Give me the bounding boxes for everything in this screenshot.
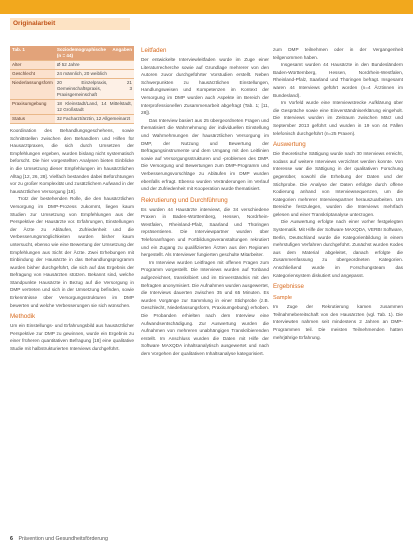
page-number: 6 [10,536,13,542]
body-paragraph: Im Zuge der Rekrutierung kamen zusammen Teilnahmebereitschaft von den Hausärzten (vgl. Tab. 1). Die Interviewten nahmen seit mindestens 2 Jahren an DMP-Programmen teil. Die meisten Teilnehmenden hatten mehrjährige Erfahrung. [273,304,403,340]
body-paragraph: Insgesamt wurden 44 Hausärzte in den Bundesländern Baden-Württemberg, Hessen, Nordrhein-Westfalen, Rheinland-Pfalz, Saarland und Thüringen befragt. Insgesamt waren 44 Interviews geführt worden (n=4 Ärztinnen im Bundesland). [273,62,403,98]
table-cell-key: Geschlecht [10,70,55,79]
table-row [10,61,134,70]
table-cell-key: Status [10,115,55,124]
section-tag: Originalarbeit [10,18,130,30]
table-row [10,70,134,79]
table-cell-key: Praxisumgebung [10,100,55,115]
body-paragraph: Es wurden 44 Hausärzte interviewt, die 34 verschiedene Praxen in Baden-Württemberg, Hessen, Nordrhein-Westfalen, Rheinland-Pfalz, Saarland und Thüringen repräsentieren. Die Interviewpartner wurden über Telefonanfragen und Fortbildungsveranstaltungen rekrutiert und ein Zugang zu qualifizierten Ärzten aus den Regionen hergestellt. Als Interviewer fungierten geschulte Mitarbeiter. [141,206,269,258]
table-cell-value: 18 Kleinstadt/Land, 14 Mittelstadt, 12 Großstadt [55,100,134,115]
body-paragraph: Koordination des Behandlungsgeschehens, sowie Schnittstellen zwischen den Behandlern und Hilfen für Hausarztpraxen, die sich durch Umsetzen der Empfehlungen ergeben, wurden bislang nicht systematisch beforscht. Die hier vorgestellten Analysen bieten Einblicke in die Umsetzung dieser Empfehlungen im hausärztlichen Alltag [12, 26, 28]. Vielfach bestanden dabei Befürchtungen vor zu großer Komplexität und zusätzlichem Aufwand in der hausärztlichen Versorgung [18]. [10,128,134,194]
body-paragraph: Im Interview wurden Leitfragen mit offenen Fragen zum Programm vorgestellt. Die Interviews wurden auf Tonband aufgezeichnet, transkribiert und im Einverständnis mit den Befragten anonymisiert. Die Aufnahmen wurden ausgewertet, die Interviews dauerten zwischen 35 und 65 Minuten. Es wurden Vorgänge zur Sammlung in einer Stichprobe (z.B. Geschlecht, Niederlassungsform, Praxisumgebung) erhoben. Die Probanden erhielten nach dem Interview eine Aufwandsentschädigung. Zur Auswertung wurden die Aufnahmen von mehreren unabhängigen Transkribierenden erstellt. Im Anschluss wurden die Daten mit Hilfe der Software MAXQDA inhaltsanalytisch ausgewertet und nach dem Vorgehen der qualitativen Inhaltsanalyse kategorisiert. [141,259,269,356]
journal-name: Prävention und Gesundheitsförderung [18,536,108,542]
table-cell-value: Ø 52 Jahre [55,61,134,70]
table-row [10,100,134,115]
body-paragraph: Um ein Einstellungs- und Erfahrungsbild aus hausärztlicher Perspektive zur DMP zu gewinnen, wurde ein Ergebnis zu einer früheren quantitativen Befragung [18] eine qualitative Studie mit halbstrukturierten Interviews durchgeführt. [10,323,134,352]
table-row [10,79,134,100]
column-right [273,46,403,341]
table-cell-key: Alter [10,61,55,70]
table-cell-value: 32 Facharzt/ärztin, 12 Allgemeinarzt [55,115,134,124]
column-left [10,46,134,353]
section-heading-results: Ergebnisse [273,283,304,291]
subsection-heading-sample: Sample [273,295,292,302]
table-header-row [10,46,134,61]
table-cell-key: Niederlassungsform [10,79,55,100]
body-paragraph: Trotz der bestehenden Rolle, die den hausärztlichen Versorgung im DMP-Prozess zukommt, liegen kaum Studien zur Umsetzung von Empfehlungen aus der Perspektive der Hausärzte vor. Erfahrungen, Einstellungen der Ärzte zu Abläufen, Zufriedenheit und die Verbesserungsmöglichkeiten wurden bisher kaum untersucht, ebenso wie eine Bewertung der Umsetzung der Empfehlungen aus Sicht der Ärzte. Zwei Erhebungen mit Einbindung der Hausärzte in das Behandlungsprogramm wurden bisher durchgeführt, die sich auf das Ergebnis der Befragung von Hausärzten stützen. Bekannt sind, welche Standpunkte Hausärzte in Bezug auf die Versorgung in DMP vertreten und sich in der Umsetzung befinden, sowie Erkenntnisse über Versorgungsstrukturen im DMP bewerten und welche Verbesserungen sie sich wünschen. [10,196,134,308]
section-heading-guide: Leitfaden [141,47,167,54]
body-paragraph: zum DMP teilnehmen oder in der Vergangenheit teilgenommen haben. [273,47,403,60]
section-heading-evaluation: Auswertung [273,141,306,149]
section-heading-recruitment: Rekrutierung und Durchführung [141,196,228,204]
table-cell-value: 20 Einzelpraxis, 21 Gemeinschaftspraxis, 3 Praxisgemeinschaft [55,79,134,100]
journal-header-bar [0,0,413,14]
page-footer [10,536,108,542]
body-paragraph: Das Interview basiert aus 25 übergeordneten Fragen und thematisiert die Wahrnehmung der individuellen Einstellung und Wahrnehmungen der hausärztlichen Versorgung im DMP, der Nutzung und Bewertung der Befragungsinstrumente und dem Umgang mit den Leitlinien sowie auf Versorgungsstrukturen und -problemen des DMP. Die Versorgung und Bewertungen zum DMP-Programm und Verbesserungsvorschläge zu Abläufen im DMP wurden ebenfalls erfragt. Ebenso wurden Veränderungen im Verlauf und der Zufriedenheit mit Kooperation wurde thematisiert. [141,117,269,192]
body-paragraph: Im Vorfeld wurde eine Interviewstrecke Aufklärung über die Gespräche sowie eine Einverständniserklärung eingeholt. Die Interviews wurden im Zeitraum zwischen März und September 2013 geführt und wurden in 19 von 44 Fällen telefonisch durchgeführt (n=25 Praxen). [273,100,403,136]
table-cell-value: 24 männlich, 20 weiblich [55,70,134,79]
column-middle [141,46,269,358]
table-header-key: Tab. 1 [10,46,55,61]
sociodemographic-table [10,46,134,124]
body-paragraph: Der entwickelte Interviewleitfaden wurde im Zuge einer Literaturrecherche sowie auf Grundlage mehrerer von den Autoren zuvor durchgeführter Vorstudien erstellt. Neben Schwerpunkten zu hausärztlichen Einstellungen, Handlungsweisen und Kompetenzen im Kontext der Versorgung im DMP wurden auch Aspekte im Bereich der Interprofessionellen Zusammenarbeit abgefragt (Tab. 1; [11, 28]). [141,57,269,116]
body-paragraph: Die Auswertung erfolgte nach einer vorher festgelegten Systematik. Mit Hilfe der Software MAXQDA, VERBI Software, Berlin, Deutschland wurde die Kategorienbildung in einem mehrstufigen Verfahren durchgeführt. Zunächst wurden Kodes aus dem Material abgeleitet, danach erfolgte die Zusammenfassung zu übergeordneten Kategorien. Anschließend wurde im Forschungsteam das Kategoriensystem diskutiert und angepasst. [273,219,403,278]
body-paragraph: Die theoretische Sättigung wurde nach 30 Interviews erreicht, sodass auf weitere Interviews verzichtet werden konnte. Von Interesse war die Sättigung in der qualitativen Forschung gegenüber, sowohl die Erhebung der Daten und der Stichprobe. Die Analyse der Daten erfolgte durch offene Kodierung anhand von Interviewsequenzen, um die Kategorien mehrerer Interviewpartner herauszuarbeiten. Um Bereiche festzulegen, wurden die Interviews mehrfach gelesen und einer Transkriptanalyse unterzogen. [273,151,403,217]
table-row [10,115,134,124]
section-heading-methods: Methodik [10,313,36,321]
table-header-value: Soziodemographische Angaben (n = 44) [55,46,134,61]
